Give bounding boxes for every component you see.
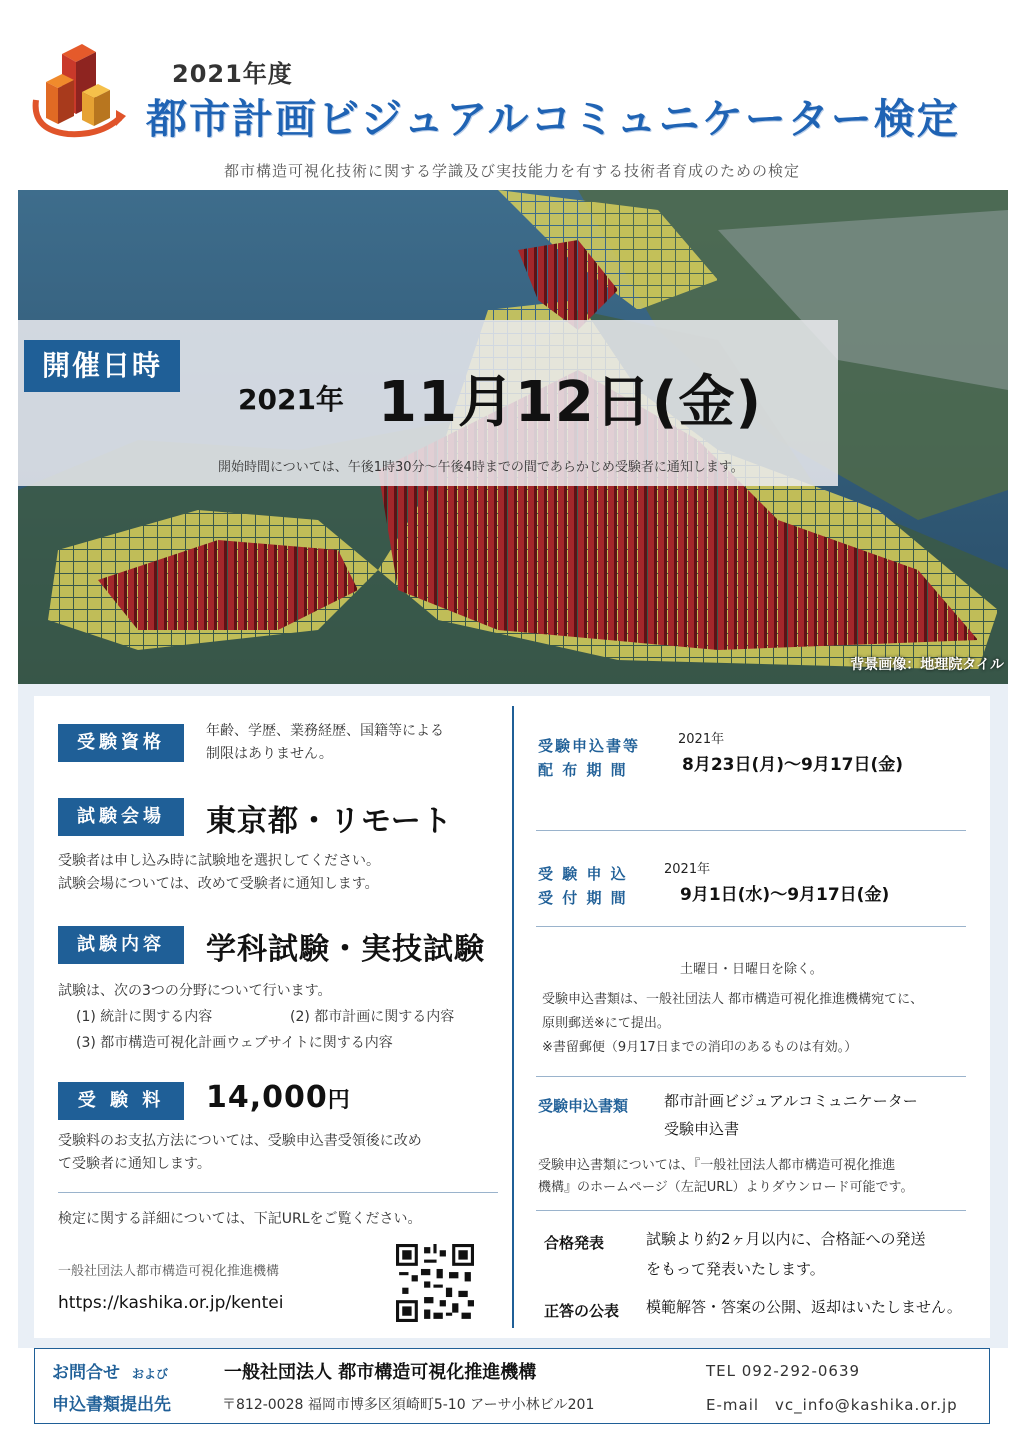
content-item2: (2) 都市計画に関する内容 bbox=[290, 1009, 455, 1025]
reception-label1: 受 験 申 込 bbox=[538, 865, 628, 883]
org-name: 一般社団法人都市構造可視化推進機構 bbox=[58, 1264, 280, 1279]
reception-year: 2021年 bbox=[664, 862, 711, 877]
fee-line2: て受験者に通知します。 bbox=[58, 1156, 211, 1172]
result-line2: をもって発表いたします。 bbox=[646, 1260, 825, 1278]
hero-banner bbox=[18, 190, 1008, 684]
distribution-label1: 受験申込書等 bbox=[538, 737, 641, 755]
fiscal-year: 2021年度 bbox=[172, 60, 293, 88]
documents-label: 受験申込書類 bbox=[538, 1097, 629, 1115]
answers-value: 模範解答・答案の公開、返却はいたしません。 bbox=[646, 1298, 962, 1316]
documents-note2: 機構』のホームページ（左記URL）よりダウンロード可能です。 bbox=[538, 1180, 914, 1195]
content-item1: (1) 統計に関する内容 bbox=[76, 1009, 213, 1025]
submit-line2: 原則郵送※にて提出。 bbox=[542, 1016, 670, 1031]
fee-tag: 受 験 料 bbox=[58, 1082, 184, 1120]
event-date-label: 開催日時 bbox=[24, 340, 180, 392]
fee-amount: 14,000 bbox=[206, 1080, 328, 1115]
divider bbox=[536, 1210, 966, 1211]
divider bbox=[536, 926, 966, 927]
result-line1: 試験より約2ヶ月以内に、合格証への発送 bbox=[646, 1230, 926, 1248]
distribution-period: 8月23日(月)～9月17日(金) bbox=[682, 755, 904, 775]
distribution-year: 2021年 bbox=[678, 732, 725, 747]
content-line1: 試験は、次の3つの分野について行います。 bbox=[58, 983, 332, 999]
subtitle: 都市構造可視化技術に関する学識及び実技能力を有する技術者育成のための検定 bbox=[223, 162, 800, 180]
footer-label1-small: および bbox=[132, 1367, 169, 1381]
details-url-link[interactable]: https://kashika.or.jp/kentei bbox=[58, 1293, 284, 1313]
venue-line1: 受験者は申し込み時に試験地を選択してください。 bbox=[58, 853, 380, 869]
qr-code[interactable] bbox=[396, 1244, 474, 1322]
fee-amount-wrap bbox=[206, 1080, 351, 1115]
divider bbox=[58, 1192, 498, 1193]
details-note: 検定に関する詳細については、下記URLをご覧ください。 bbox=[58, 1211, 422, 1227]
documents-note1: 受験申込書類については、『一般社団法人都市構造可視化推進 bbox=[538, 1158, 896, 1173]
background-credit: 背景画像：地理院タイル bbox=[850, 657, 1004, 673]
footer-label1: お問合せ bbox=[52, 1363, 120, 1383]
venue-tag: 試験会場 bbox=[58, 798, 184, 836]
result-label: 合格発表 bbox=[544, 1234, 605, 1252]
venue-value: 東京都・リモート bbox=[206, 804, 453, 839]
event-time-note: 開始時間については、午後1時30分～午後4時までの間であらかじめ受験者に通知します。 bbox=[218, 460, 744, 475]
documents-value2: 受験申込書 bbox=[664, 1120, 740, 1138]
content-item3: (3) 都市構造可視化計画ウェブサイトに関する内容 bbox=[76, 1035, 393, 1051]
content-value: 学科試験・実技試験 bbox=[206, 932, 485, 967]
eligibility-tag: 受験資格 bbox=[58, 724, 184, 762]
page-title: 都市計画ビジュアルコミュニケーター検定 bbox=[146, 95, 960, 143]
documents-value1: 都市計画ビジュアルコミュニケーター bbox=[664, 1092, 918, 1110]
content-tag: 試験内容 bbox=[58, 926, 184, 964]
header bbox=[0, 0, 1024, 190]
submit-line1: 受験申込書類は、一般社団法人 都市構造可視化推進機構宛てに、 bbox=[542, 992, 924, 1007]
fee-unit: 円 bbox=[327, 1088, 351, 1113]
footer-tel[interactable]: TEL 092-292-0639 bbox=[706, 1362, 861, 1380]
footer-label2: 申込書類提出先 bbox=[52, 1395, 171, 1415]
divider bbox=[536, 830, 966, 831]
fee-line1: 受験料のお支払方法については、受験申込書受領後に改め bbox=[58, 1133, 422, 1149]
submit-line3: ※書留郵便（9月17日までの消印のあるものは有効。） bbox=[542, 1040, 858, 1055]
column-divider bbox=[512, 706, 514, 1328]
exclude-weekends: 土曜日・日曜日を除く。 bbox=[680, 962, 823, 977]
footer-email[interactable]: E-mail vc_info@kashika.or.jp bbox=[706, 1396, 958, 1414]
footer-org: 一般社団法人 都市構造可視化推進機構 bbox=[224, 1362, 537, 1383]
venue-line2: 試験会場については、改めて受験者に通知します。 bbox=[58, 876, 379, 892]
reception-period: 9月1日(水)～9月17日(金) bbox=[680, 885, 890, 905]
logo-icon bbox=[28, 34, 128, 144]
event-year: 2021年 bbox=[238, 383, 344, 416]
eligibility-line2: 制限はありません。 bbox=[206, 746, 333, 762]
divider bbox=[536, 1076, 966, 1077]
answers-label: 正答の公表 bbox=[544, 1302, 620, 1320]
event-date: 11月12日(金) bbox=[378, 370, 763, 435]
footer-contact-label bbox=[52, 1358, 168, 1383]
eligibility-line1: 年齢、学歴、業務経歴、国籍等による bbox=[206, 723, 444, 739]
reception-label2: 受 付 期 間 bbox=[538, 889, 628, 907]
distribution-label2: 配 布 期 間 bbox=[538, 761, 628, 779]
footer-address: 〒812-0028 福岡市博多区須崎町5-10 アーサ小林ビル201 bbox=[222, 1397, 595, 1413]
